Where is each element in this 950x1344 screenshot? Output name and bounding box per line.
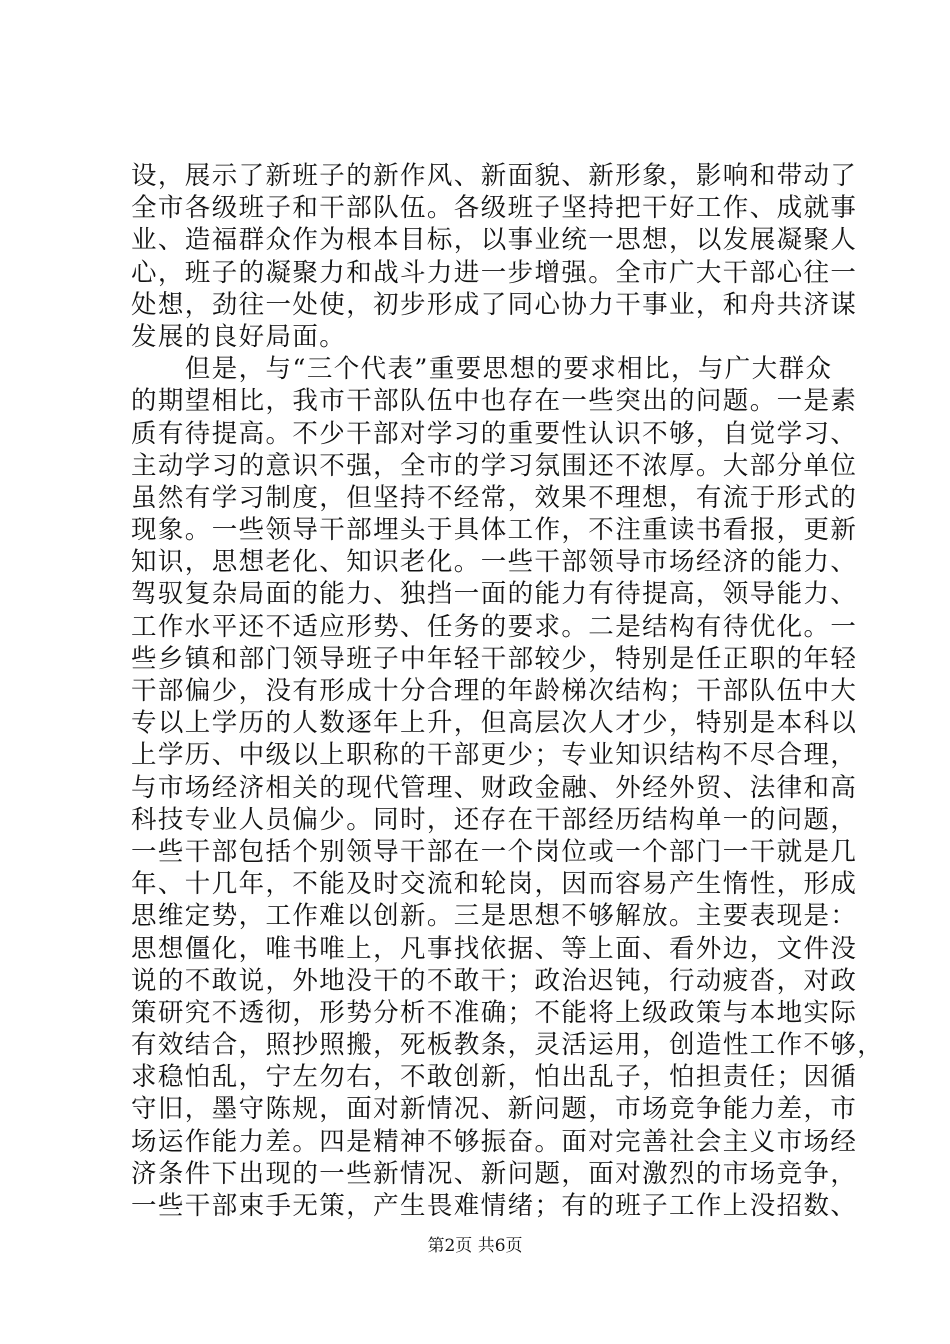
text-line: 场运作能力差。四是精神不够振奋。面对完善社会主义市场经	[131, 1126, 858, 1157]
text-line: 有效结合，照抄照搬，死板教条，灵活运用，创造性工作不够，	[131, 1030, 885, 1061]
text-line: 专以上学历的人数逐年上升，但高层次人才少，特别是本科以	[131, 708, 858, 739]
text-line: 与市场经济相关的现代管理、财政金融、外经外贸、法律和高	[131, 772, 858, 803]
text-line: 思维定势，工作难以创新。三是思想不够解放。主要表现是：	[131, 901, 858, 932]
text-line: 业、造福群众作为根本目标，以事业统一思想，以发展凝聚人	[131, 225, 858, 256]
text-line: 策研究不透彻，形势分析不准确；不能将上级政策与本地实际	[131, 997, 858, 1028]
text-line: 干部偏少，没有形成十分合理的年龄梯次结构；干部队伍中大	[131, 676, 858, 706]
text-line: 一些干部包括个别领导干部在一个岗位或一个部门一干就是几	[131, 836, 858, 867]
text-line: 知识，思想老化、知识老化。一些干部领导市场经济的能力、	[131, 547, 858, 578]
text-line: 现象。一些领导干部埋头于具体工作，不注重读书看报，更新	[131, 515, 858, 546]
text-line: 处想，劲往一处使，初步形成了同心协力干事业，和舟共济谋	[131, 289, 858, 320]
text-line: 上学历、中级以上职称的干部更少；专业知识结构不尽合理，	[131, 740, 858, 771]
text-line: 虽然有学习制度，但坚持不经常，效果不理想，有流于形式的	[131, 482, 858, 513]
text-line: 发展的良好局面。	[131, 321, 347, 352]
text-line: 求稳怕乱，宁左勿右，不敢创新，怕出乱子，怕担责任；因循	[131, 1062, 858, 1093]
text-line: 驾驭复杂局面的能力、独挡一面的能力有待提高，领导能力、	[131, 579, 858, 610]
text-line: 质有待提高。不少干部对学习的重要性认识不够，自觉学习、	[131, 418, 858, 449]
text-line: 些乡镇和部门领导班子中年轻干部较少，特别是任正职的年轻	[131, 643, 858, 674]
text-line: 济条件下出现的一些新情况、新问题，面对激烈的市场竞争，	[131, 1158, 858, 1189]
text-line: 工作水平还不适应形势、任务的要求。二是结构有待优化。一	[131, 611, 858, 642]
text-line: 一些干部束手无策，产生畏难情绪；有的班子工作上没招数、	[131, 1191, 858, 1221]
text-line: 心，班子的凝聚力和战斗力进一步增强。全市广大干部心往一	[131, 257, 858, 288]
text-line: 说的不敢说，外地没干的不敢干；政治迟钝，行动疲沓，对政	[131, 965, 858, 996]
text-line: 但是，与“三个代表”重要思想的要求相比，与广大群众	[131, 354, 833, 385]
text-line: 守旧，墨守陈规，面对新情况、新问题，市场竞争能力差，市	[131, 1094, 858, 1125]
text-line: 思想僵化，唯书唯上，凡事找依据、等上面、看外边，文件没	[131, 933, 858, 964]
text-line: 设，展示了新班子的新作风、新面貌、新形象，影响和带动了	[131, 161, 858, 191]
text-line: 科技专业人员偏少。同时，还存在干部经历结构单一的问题，	[131, 804, 858, 835]
text-line: 的期望相比，我市干部队伍中也存在一些突出的问题。一是素	[131, 386, 858, 417]
body-text	[131, 160, 885, 1222]
text-line: 主动学习的意识不强，全市的学习氛围还不浓厚。大部分单位	[131, 450, 858, 481]
page-footer: 第2页 共6页	[427, 1236, 523, 1256]
text-line: 全市各级班子和干部队伍。各级班子坚持把干好工作、成就事	[131, 193, 858, 224]
text-line: 年、十几年，不能及时交流和轮岗，因而容易产生惰性，形成	[131, 869, 858, 900]
